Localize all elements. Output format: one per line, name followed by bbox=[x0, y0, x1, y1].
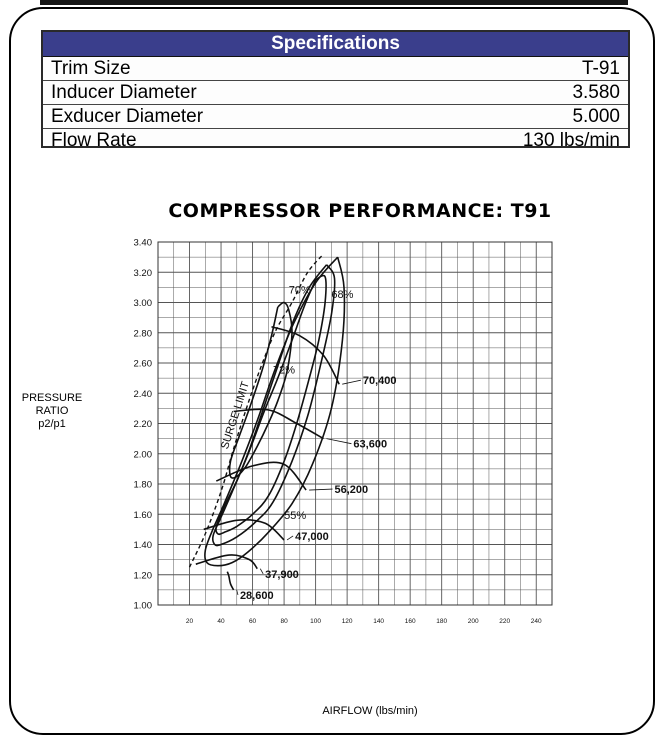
x-tick-label: 180 bbox=[436, 618, 448, 625]
chart-title: COMPRESSOR PERFORMANCE: T91 bbox=[168, 200, 552, 222]
y-tick-label: 2.60 bbox=[133, 358, 152, 370]
spec-value: 3.580 bbox=[572, 82, 620, 103]
y-axis-label-line: RATIO bbox=[35, 405, 69, 417]
spec-label: Flow Rate bbox=[51, 130, 137, 151]
spec-label: Exducer Diameter bbox=[51, 106, 204, 127]
y-tick-label: 1.00 bbox=[133, 600, 152, 612]
spec-value: T-91 bbox=[581, 58, 620, 79]
x-tick-label: 20 bbox=[185, 618, 194, 625]
x-tick-label: 60 bbox=[248, 618, 257, 625]
x-axis-label: AIRFLOW (lbs/min) bbox=[322, 705, 418, 717]
efficiency-label: 70% bbox=[288, 284, 311, 297]
y-tick-label: 3.20 bbox=[133, 267, 152, 279]
y-tick-label: 1.60 bbox=[133, 509, 152, 521]
speed-leader-line bbox=[309, 489, 332, 490]
spec-value: 5.000 bbox=[572, 106, 620, 127]
surge-limit-label: SURGE LIMIT bbox=[219, 380, 252, 451]
speed-leader-line bbox=[342, 380, 361, 384]
y-axis-label-line: p2/p1 bbox=[38, 418, 66, 430]
efficiency-island bbox=[213, 265, 335, 546]
spec-value: 130 lbs/min bbox=[522, 130, 620, 151]
efficiency-label: 72% bbox=[273, 364, 296, 377]
spec-label: Inducer Diameter bbox=[51, 82, 197, 103]
x-tick-label: 80 bbox=[280, 618, 288, 625]
x-tick-label: 120 bbox=[341, 618, 353, 625]
speed-label: 47,000 bbox=[295, 530, 329, 543]
y-axis-label-line: PRESSURE bbox=[21, 392, 83, 404]
y-tick-label: 3.00 bbox=[133, 298, 152, 309]
x-tick-label: 240 bbox=[530, 618, 542, 625]
y-tick-label: 1.20 bbox=[133, 570, 152, 582]
speed-label: 28,600 bbox=[239, 589, 274, 602]
speed-label: 56,200 bbox=[334, 484, 369, 497]
speed-label: 37,900 bbox=[265, 568, 299, 581]
y-tick-label: 2.80 bbox=[133, 328, 152, 340]
efficiency-label: 55% bbox=[284, 509, 307, 522]
x-tick-label: 160 bbox=[404, 618, 416, 625]
y-tick-label: 2.40 bbox=[133, 388, 152, 400]
speed-label: 63,600 bbox=[353, 438, 388, 451]
x-tick-label: 220 bbox=[499, 618, 511, 625]
x-tick-label: 100 bbox=[310, 618, 322, 625]
y-tick-label: 3.40 bbox=[133, 237, 152, 249]
speed-leader-line bbox=[326, 439, 351, 444]
y-tick-label: 1.40 bbox=[133, 540, 152, 551]
speed-leader-line bbox=[287, 536, 293, 540]
spec-label: Trim Size bbox=[51, 58, 131, 79]
y-tick-label: 1.80 bbox=[133, 479, 152, 491]
x-tick-label: 140 bbox=[373, 618, 385, 625]
x-tick-label: 200 bbox=[467, 618, 479, 625]
x-tick-label: 40 bbox=[217, 618, 225, 625]
speed-leader-line bbox=[260, 569, 263, 574]
efficiency-label: 68% bbox=[331, 288, 354, 301]
speed-label: 70,400 bbox=[362, 375, 397, 388]
y-tick-label: 2.20 bbox=[133, 419, 152, 430]
specifications-header: Specifications bbox=[43, 32, 628, 57]
y-tick-label: 2.00 bbox=[133, 449, 152, 461]
